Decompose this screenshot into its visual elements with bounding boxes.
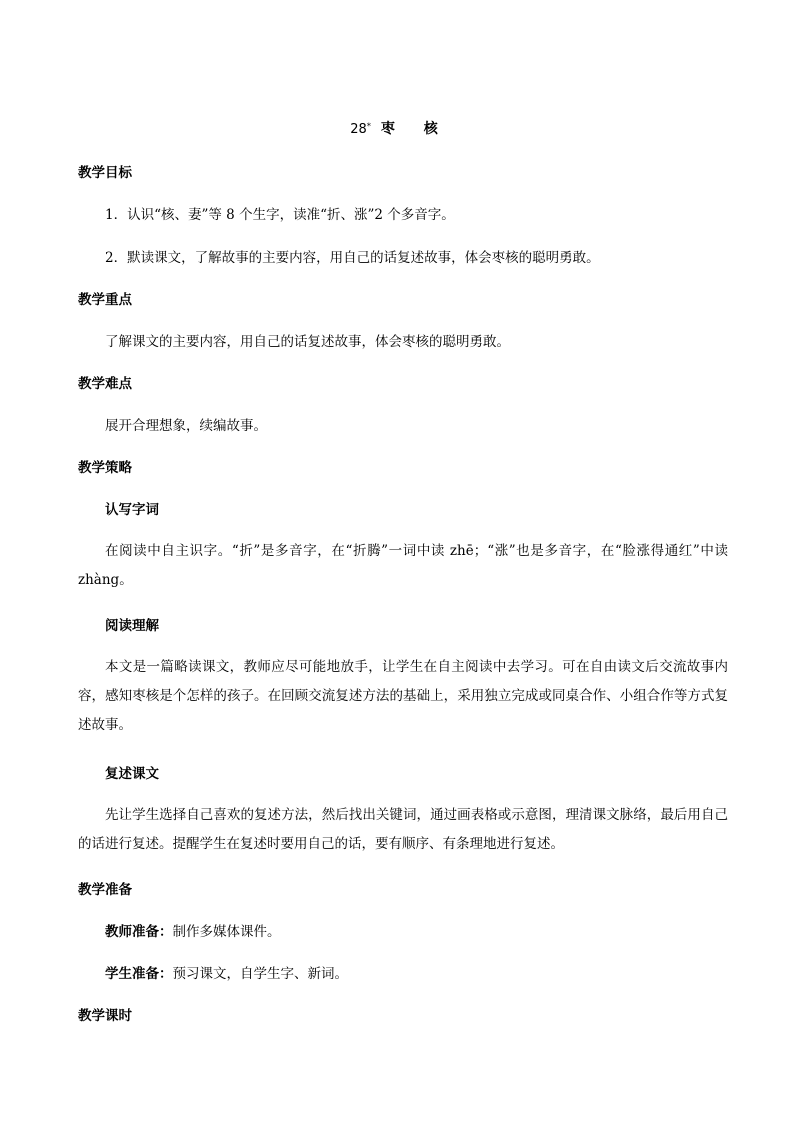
goals-heading: 教学目标 xyxy=(78,165,132,181)
student-preparation xyxy=(78,964,755,984)
strategy-reading-title: 阅读理解 xyxy=(105,618,159,634)
lesson-title-text: 枣 核 xyxy=(380,121,450,137)
strategy-words-text: 在阅读中自主识字。“折”是多音字，在“折腾”一词中读 zhē；“涨”也是多音字，在“脸涨得通红”中读 zhàng。 xyxy=(78,543,728,588)
teacher-prep-text: 制作多媒体课件。 xyxy=(172,924,281,940)
teacher-prep-label: 教师准备： xyxy=(105,924,173,940)
strategy-heading: 教学策略 xyxy=(78,460,132,476)
key-points-heading: 教学重点 xyxy=(78,292,132,308)
strategy-retell-text: 先让学生选择自己喜欢的复述方法，然后找出关键词，通过画表格或示意图，理清课文脉络，最后用自己的话进行复述。提醒学生在复述时要用自己的话，要有顺序、有条理地进行复述。 xyxy=(78,807,728,852)
strategy-reading-text: 本文是一篇略读课文，教师应尽可能地放手，让学生在自主阅读中去学习。可在自由读文后交流故事内容，感知枣核是个怎样的孩子。在回顾交流复述方法的基础上，采用独立完成或同桌合作、小组合作等方式复述故事。 xyxy=(78,659,728,733)
goal-item-2: 2．默读课文，了解故事的主要内容，用自己的话复述故事，体会枣核的聪明勇敢。 xyxy=(105,250,600,266)
preparation-heading: 教学准备 xyxy=(78,882,132,898)
goal-item-1: 1．认识“核、妻”等 8 个生字，读准“折、涨”2 个多音字。 xyxy=(105,207,455,223)
key-points-text: 了解课文的主要内容，用自己的话复述故事，体会枣核的聪明勇敢。 xyxy=(105,334,510,350)
strategy-retell-title: 复述课文 xyxy=(105,766,159,782)
student-prep-text: 预习课文，自学生字、新词。 xyxy=(172,966,348,982)
lesson-title xyxy=(0,119,800,140)
difficulty-heading: 教学难点 xyxy=(78,376,132,392)
teacher-preparation xyxy=(78,922,755,942)
lesson-number: 28 xyxy=(350,122,367,137)
difficulty-text: 展开合理想象，续编故事。 xyxy=(105,418,267,434)
student-prep-label: 学生准备： xyxy=(105,966,173,982)
lesson-star-mark: * xyxy=(366,122,371,131)
strategy-words-title: 认写字词 xyxy=(105,502,159,518)
class-hours-heading: 教学课时 xyxy=(78,1008,132,1024)
